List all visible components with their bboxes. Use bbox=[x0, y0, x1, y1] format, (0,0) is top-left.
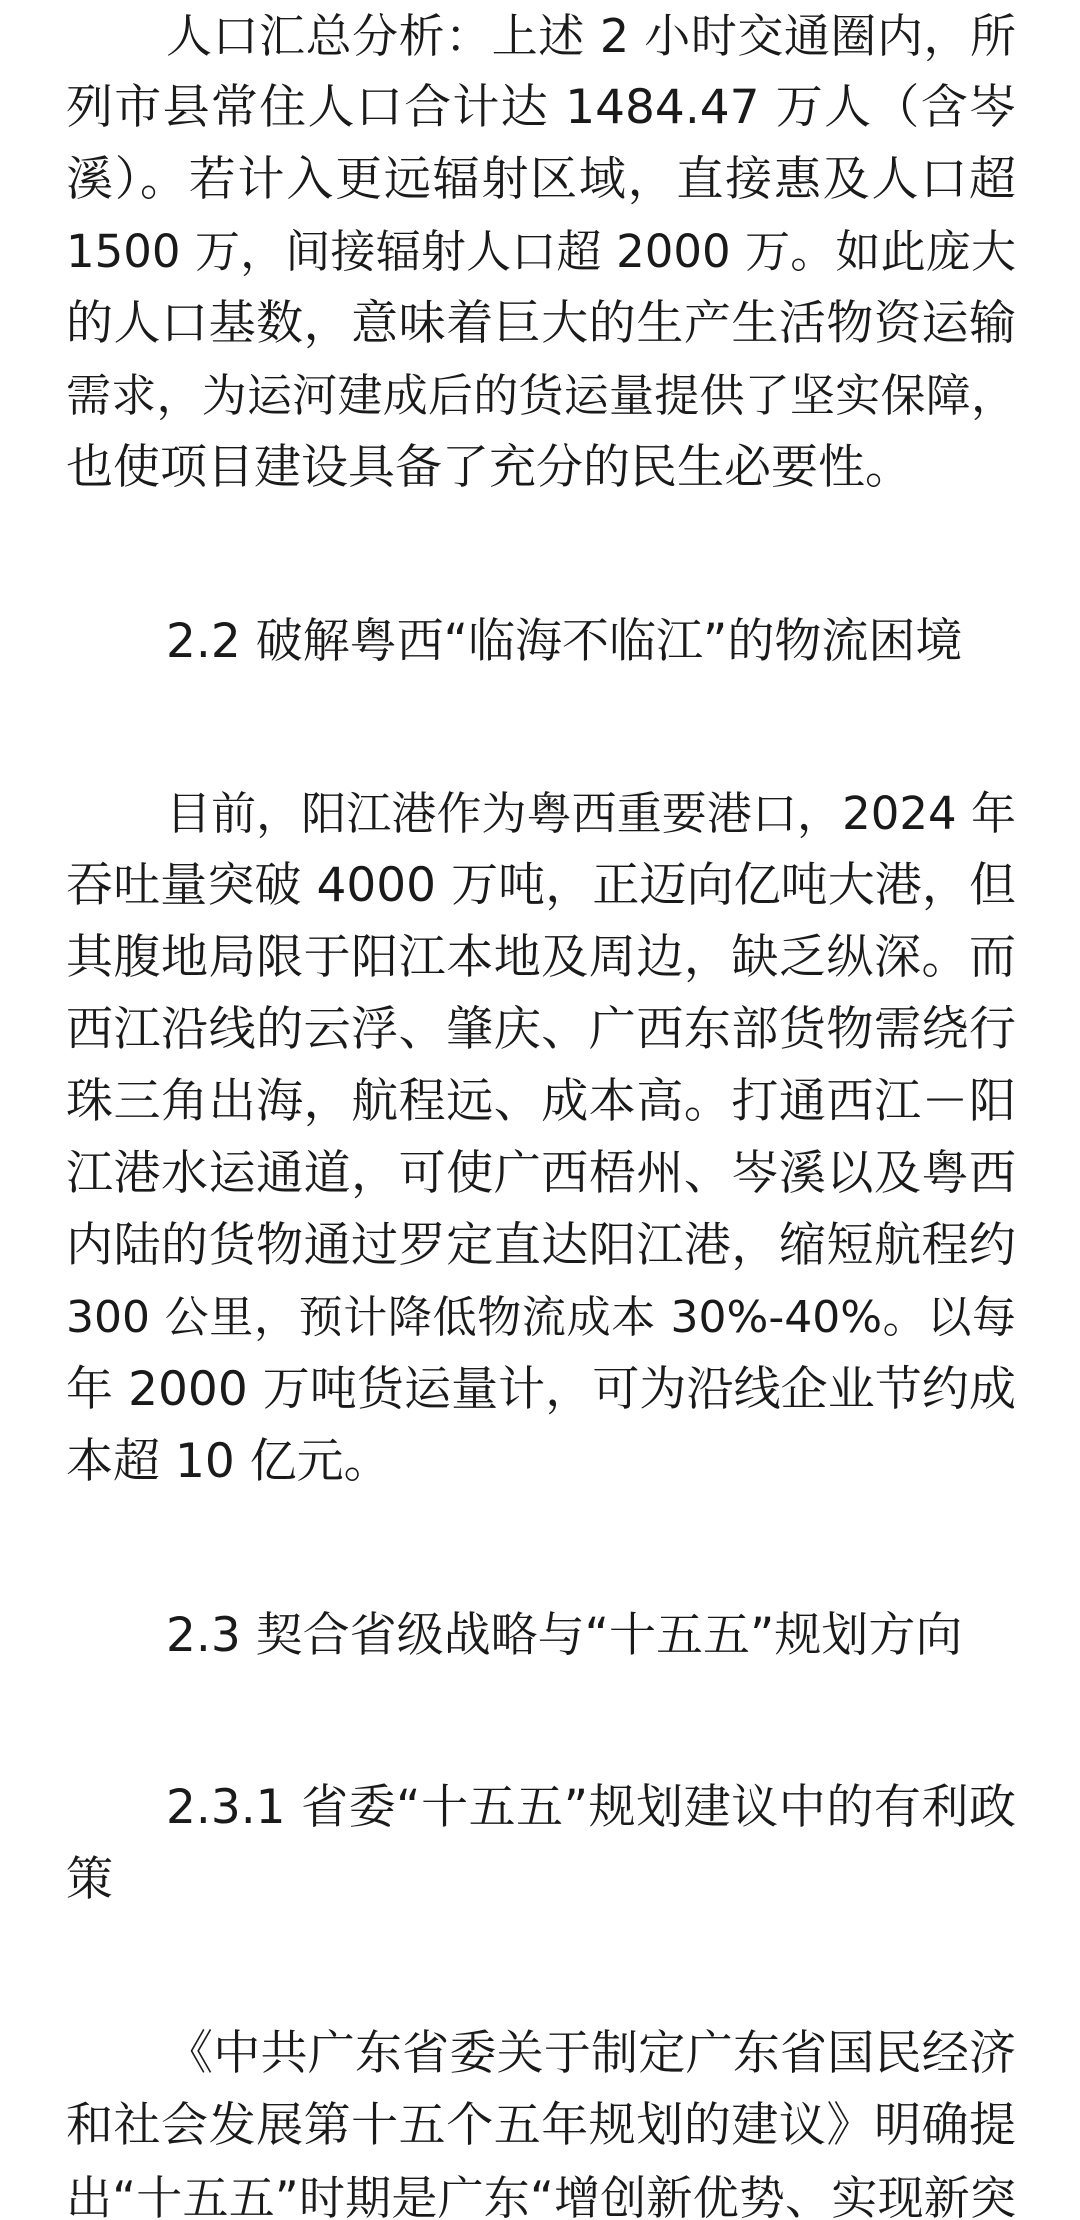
paragraph-2-line-3: 其腹地局限于阳江本地及周边，缺乏纵深。而 bbox=[66, 930, 1016, 985]
paragraph-1-line-4: 1500 万，间接辐射人口超 2000 万。如此庞大 bbox=[66, 225, 1016, 278]
paragraph-2-line-5: 珠三角出海，航程远、成本高。打通西江－阳 bbox=[66, 1074, 1016, 1129]
paragraph-2-line-7: 内陆的货物通过罗定直达阳江港，缩短航程约 bbox=[66, 1218, 1016, 1273]
paragraph-1-line-1: 人口汇总分析：上述 2 小时交通圈内，所 bbox=[166, 9, 1016, 63]
section-heading-2-2: 2.2 破解粤西“临海不临江”的物流困境 bbox=[166, 614, 963, 669]
paragraph-2-line-6: 江港水运通道，可使广西梧州、岑溪以及粤西 bbox=[66, 1146, 1016, 1201]
paragraph-3-line-1: 《中共广东省委关于制定广东省国民经济 bbox=[166, 2026, 1016, 2081]
paragraph-1-line-3: 溪）。若计入更远辐射区域，直接惠及人口超 bbox=[66, 152, 1016, 207]
paragraph-1-line-2: 列市县常住人口合计达 1484.47 万人（含岑 bbox=[66, 80, 1016, 135]
paragraph-1-line-6: 需求，为运河建成后的货运量提供了坚实保障， bbox=[66, 369, 1016, 422]
paragraph-1-line-7: 也使项目建设具备了充分的民生必要性。 bbox=[66, 440, 912, 495]
paragraph-2-line-4: 西江沿线的云浮、肇庆、广西东部货物需绕行 bbox=[66, 1002, 1016, 1057]
paragraph-2-line-1: 目前，阳江港作为粤西重要港口，2024 年 bbox=[166, 787, 1016, 840]
paragraph-3-line-3: 出“十五五”时期是广东“增创新优势、实现新突 bbox=[66, 2171, 1016, 2220]
paragraph-2-line-2: 吞吐量突破 4000 万吨，正迈向亿吨大港，但 bbox=[66, 858, 1016, 913]
paragraph-2-line-10: 本超 10 亿元。 bbox=[66, 1434, 391, 1489]
paragraph-2-line-9: 年 2000 万吨货运量计，可为沿线企业节约成 bbox=[66, 1362, 1016, 1417]
paragraph-1-line-5: 的人口基数，意味着巨大的生产生活物资运输 bbox=[66, 296, 1016, 351]
paragraph-3-line-2: 和社会发展第十五个五年规划的建议》明确提 bbox=[66, 2098, 1016, 2153]
paragraph-2-line-8: 300 公里，预计降低物流成本 30%-40%。以每 bbox=[66, 1292, 1016, 1343]
section-heading-2-3-1-line-2: 策 bbox=[66, 1852, 113, 1907]
section-heading-2-3: 2.3 契合省级战略与“十五五”规划方向 bbox=[166, 1608, 963, 1663]
section-heading-2-3-1-line-1: 2.3.1 省委“十五五”规划建议中的有利政 bbox=[166, 1780, 1016, 1835]
